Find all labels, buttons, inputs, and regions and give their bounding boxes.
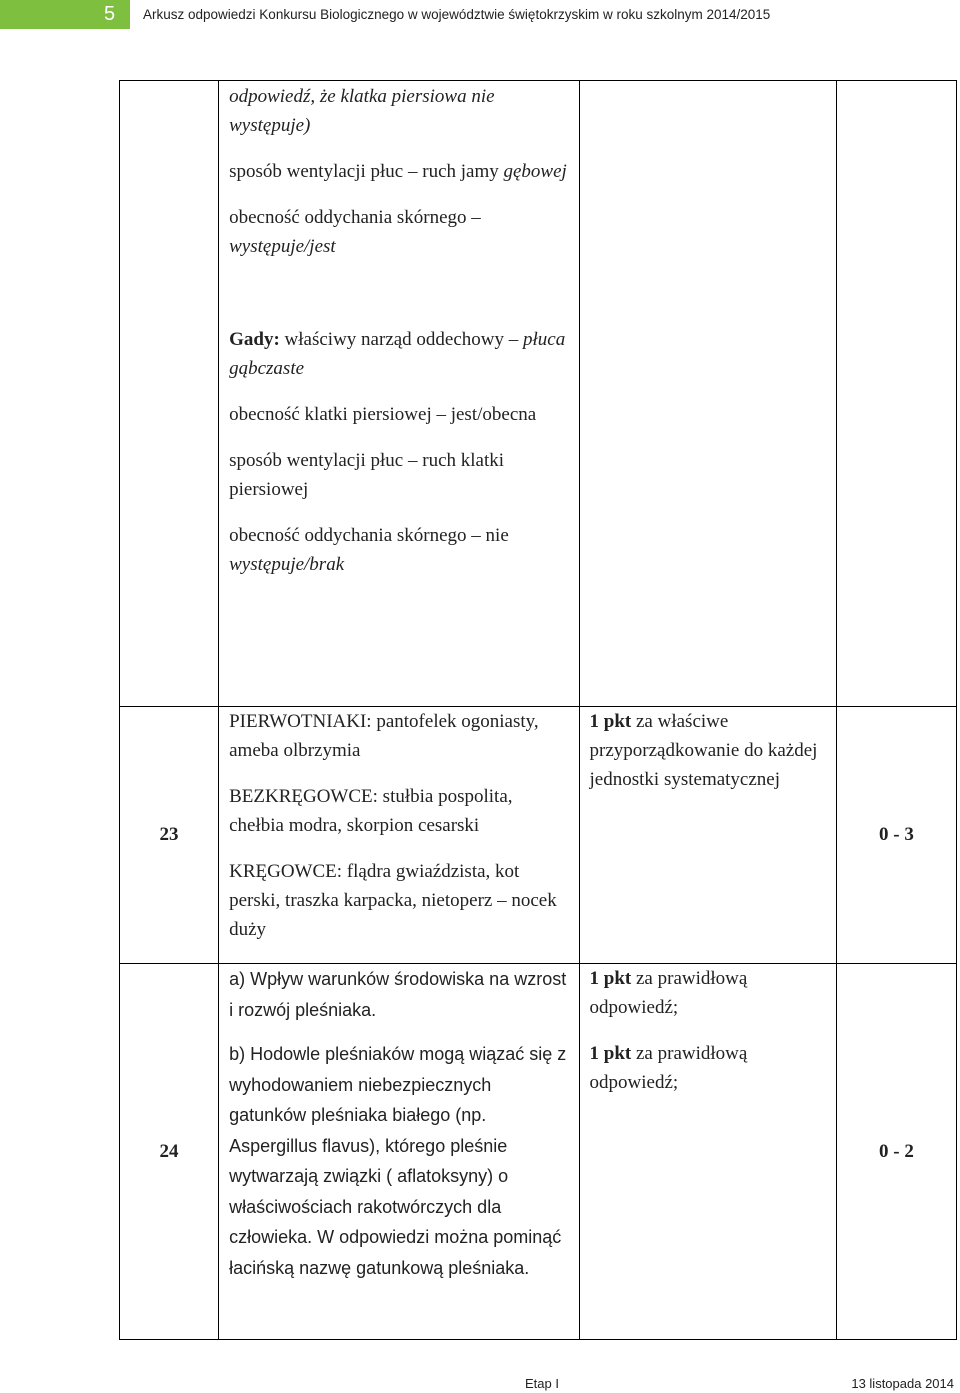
task-number: 23: [120, 707, 219, 964]
answer-text: obecność klatki piersiowej – jest/obecna: [229, 404, 537, 425]
answer-cell: [219, 964, 579, 1340]
answer-text: obecność oddychania skórnego – nie występuje/brak: [229, 525, 509, 575]
footer-stage: Etap I: [525, 1376, 559, 1391]
answer-text: sposób wentylacji płuc – ruch jamy gębowej: [229, 161, 567, 182]
task-number: 24: [120, 964, 219, 1340]
answer-text: BEZKRĘGOWCE: stułbia pospolita, chełbia modra, skorpion cesarski: [229, 786, 513, 836]
page-number: 5: [0, 0, 130, 29]
answer-text: b) Hodowle pleśniaków mogą wiązać się z wyhodowaniem niebezpiecznych gatunków pleśniaka białego (np. Aspergillus flavus), którego pleśnie wytwarzają związki ( aflatoksyny) o właściwościach rakotwórczych dla człowieka. W odpowiedzi można pominąć łacińską nazwę gatunkową pleśniaka.: [229, 1044, 567, 1278]
answer-table: [119, 80, 957, 1340]
table-row-24: [120, 964, 957, 1340]
points-cell: [836, 81, 956, 707]
criteria-cell: [579, 81, 836, 707]
points-value: 0 - 3: [836, 707, 956, 964]
answer-text: obecność oddychania skórnego – występuje/jest: [229, 207, 481, 257]
criteria-text: 1 pkt za prawidłową odpowiedź;: [589, 968, 748, 1018]
number-cell: [120, 81, 219, 707]
table-row-23: [120, 707, 957, 964]
points-value: 0 - 2: [836, 964, 956, 1340]
table-row-continued: [120, 81, 957, 707]
answer-text: KRĘGOWCE: flądra gwiaździsta, kot perski, traszka karpacka, nietoperz – nocek duży: [229, 861, 557, 940]
answer-text: PIERWOTNIAKI: pantofelek ogoniasty, ameba olbrzymia: [229, 711, 539, 761]
criteria-text: 1 pkt za prawidłową odpowiedź;: [589, 1043, 748, 1093]
criteria-cell: [579, 964, 836, 1340]
criteria-cell: [579, 707, 836, 964]
answer-text: Gady: właściwy narząd oddechowy – płuca gąbczaste: [229, 329, 566, 379]
answer-cell: [219, 707, 579, 964]
header-title: Arkusz odpowiedzi Konkursu Biologicznego w województwie świętokrzyskim w roku szkolnym 2014/2015: [143, 7, 771, 22]
answer-text: sposób wentylacji płuc – ruch klatki piersiowej: [229, 450, 505, 500]
criteria-text: 1 pkt za właściwe przyporządkowanie do każdej jednostki systematycznej: [589, 711, 818, 790]
footer-date: 13 listopada 2014: [851, 1376, 954, 1391]
answer-cell: [219, 81, 579, 707]
answer-text: odpowiedź, że klatka piersiowa nie występuje): [229, 86, 495, 136]
answer-text: a) Wpływ warunków środowiska na wzrost i rozwój pleśniaka.: [229, 969, 567, 1020]
